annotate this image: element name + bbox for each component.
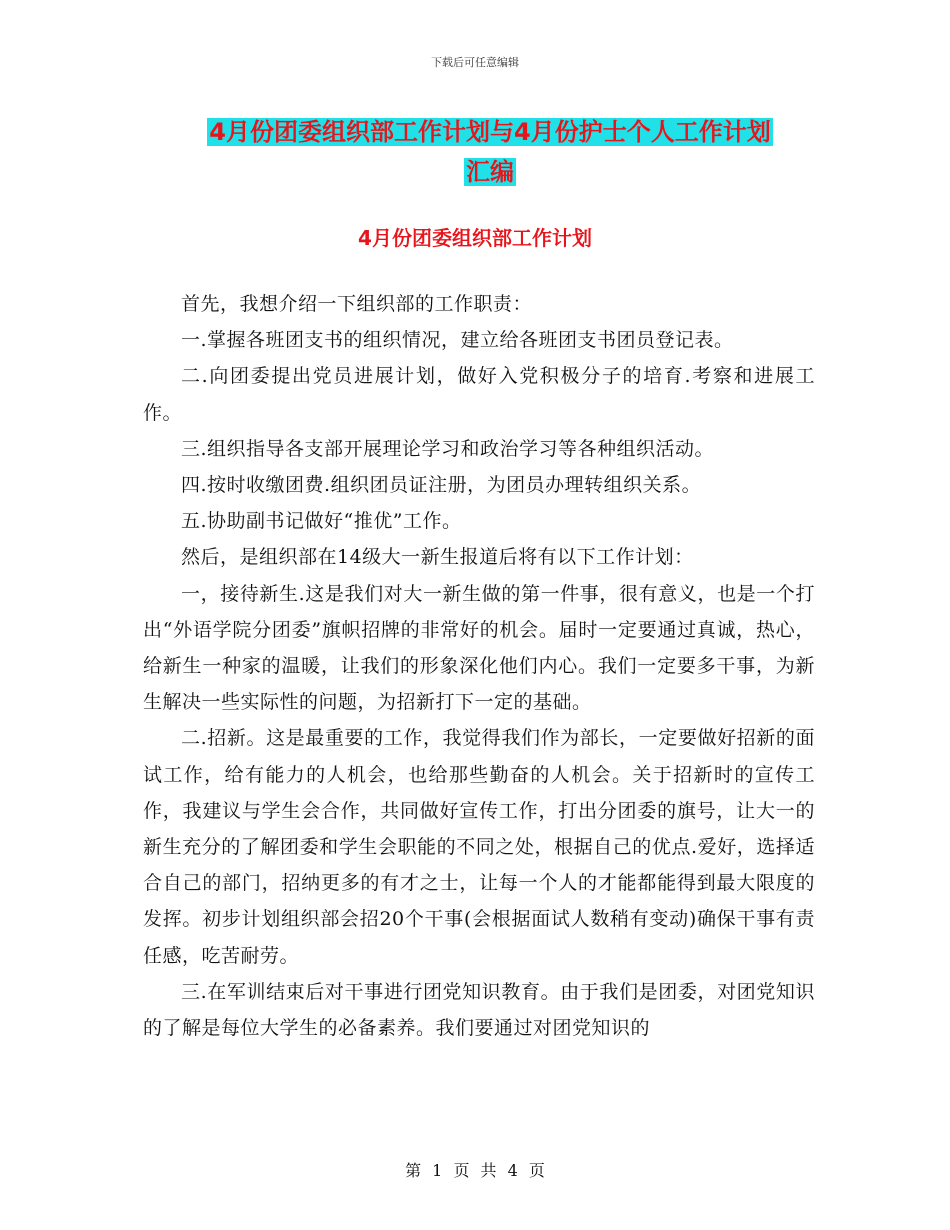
document-title-line-1: 4月份团委组织部工作计划与4月份护士个人工作计划 [209, 118, 771, 146]
document-body [143, 286, 815, 1046]
paragraph: 首先，我想介绍一下组织部的工作职责： [181, 293, 533, 315]
paragraph: 五.协助副书记做好“推优”工作。 [181, 510, 462, 533]
paragraph: 三.在军训结束后对干事进行团党知识教育。由于我们是团委，对团党知识的了解是每位大学生的必备素养。我们要通过对团党知识的 [143, 980, 815, 1040]
paragraph: 然后，是组织部在14级大一新生报道后将有以下工作计划： [181, 546, 694, 569]
paragraph: 一，接待新生.这是我们对大一新生做的第一件事，很有意义，也是一个打出“外语学院分团委”旗帜招牌的非常好的机会。届时一定要通过真诚，热心，给新生一种家的温暖，让我们的形象深化他们内心。我们一定要多干事，为新生解决一些实际性的问题，为招新打下一定的基础。 [143, 582, 815, 714]
page-footer: 第 1 页 共 4 页 [405, 1161, 545, 1180]
section-title: 4月份团委组织部工作计划 [358, 226, 592, 250]
header-note: 下载后可任意编辑 [431, 56, 519, 69]
paragraph: 二.招新。这是最重要的工作，我觉得我们作为部长，一定要做好招新的面试工作，给有能力的人机会，也给那些勤奋的人机会。关于招新时的宣传工作，我建议与学生会合作，共同做好宣传工作，打出分团委的旗号，让大一的新生充分的了解团委和学生会职能的不同之处，根据自己的优点.爱好，选择适合自己的部门，招纳更多的有才之士，让每一个人的才能都能得到最大限度的发挥。初步计划组织部会招20个干事(会根据面试人数稍有变动)确保干事有责任感，吃苦耐劳。 [143, 727, 815, 967]
paragraph: 一.掌握各班团支书的组织情况，建立给各班团支书团员登记表。 [181, 329, 734, 352]
document-title-line-2: 汇编 [466, 158, 514, 186]
document-title [140, 112, 840, 192]
paragraph: 三.组织指导各支部开展理论学习和政治学习等各种组织活动。 [181, 437, 715, 460]
paragraph: 二.向团委提出党员进展计划，做好入党积极分子的培育.考察和进展工作。 [143, 365, 815, 424]
paragraph: 四.按时收缴团费.组织团员证注册，为团员办理转组织关系。 [181, 474, 702, 497]
